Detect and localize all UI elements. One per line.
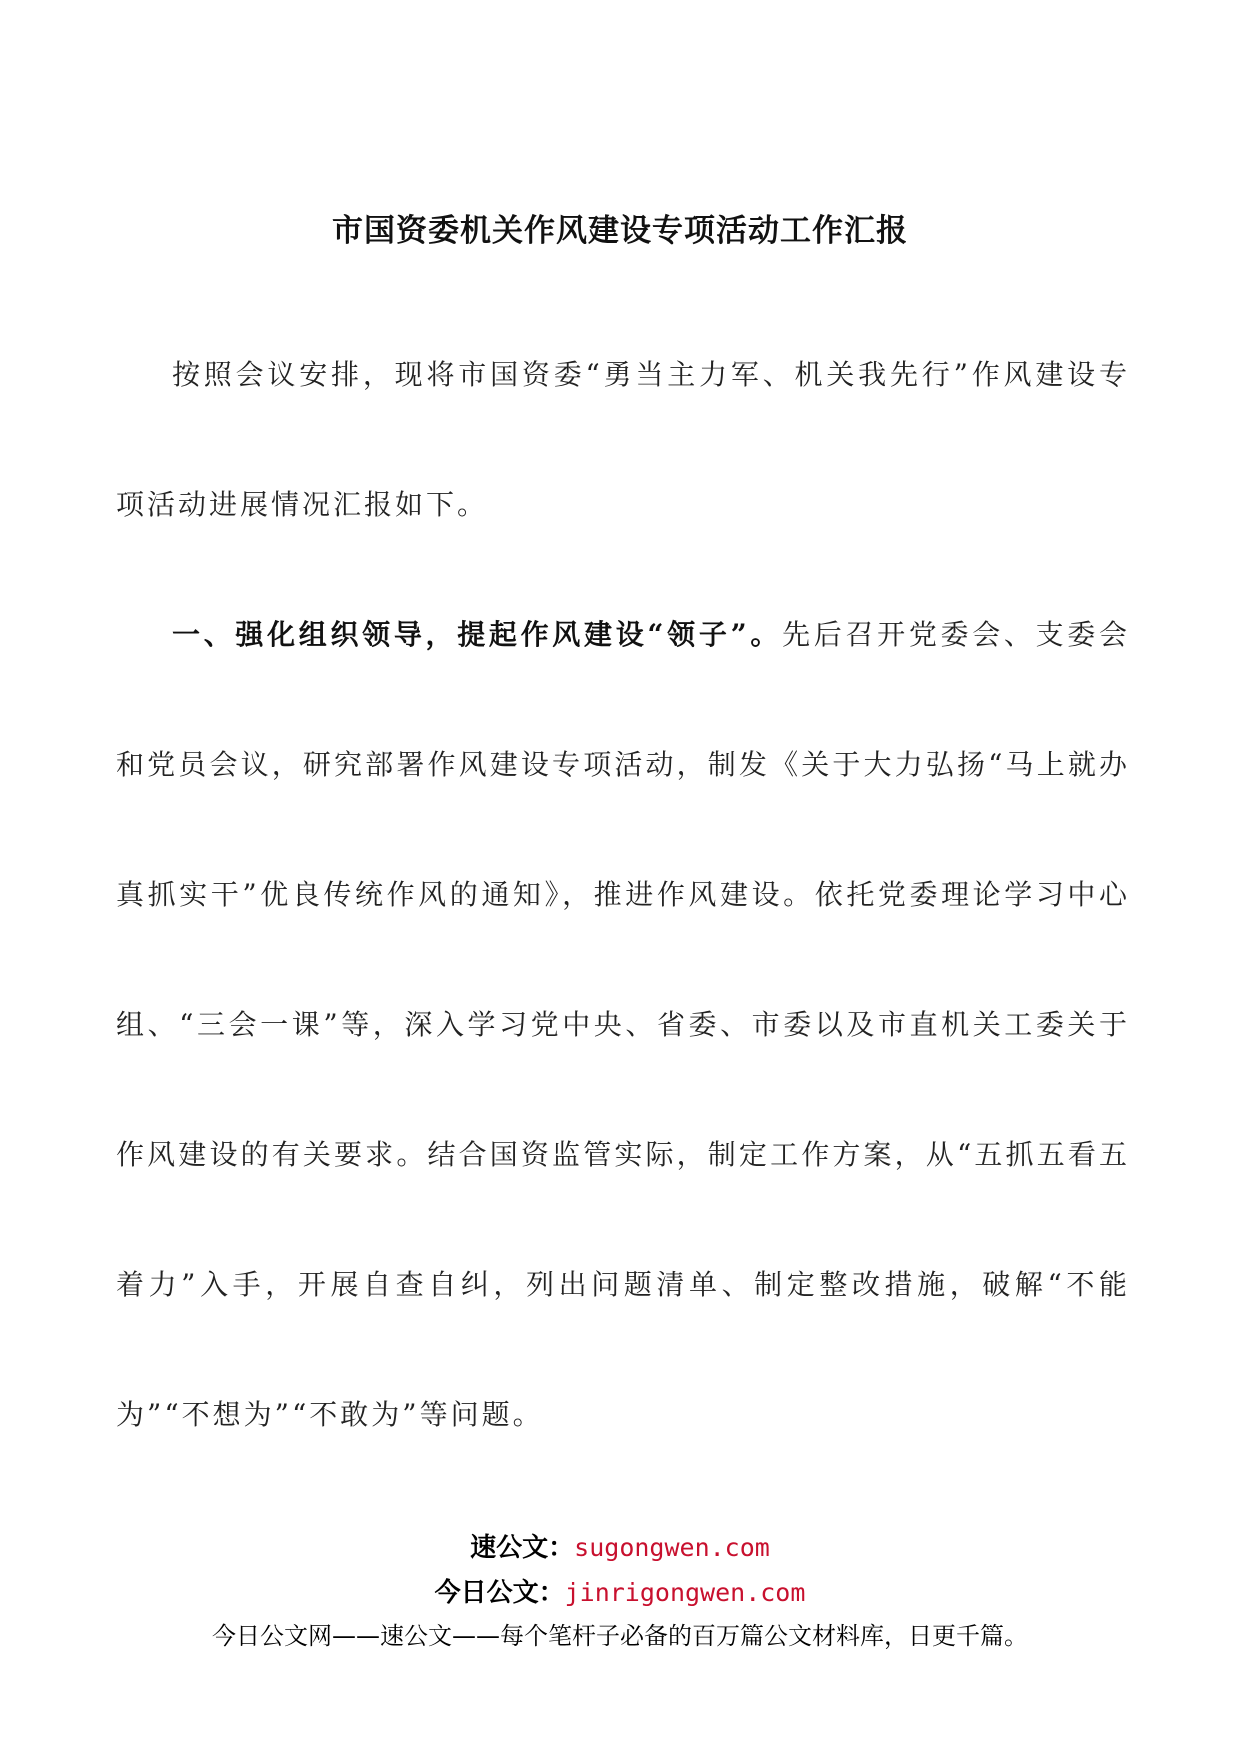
intro-text: 按照会议安排，现将市国资委“勇当主力军、机关我先行”作风建设专项活动进展情况汇报如下。 <box>116 358 1130 521</box>
section-1-text: 先后召开党委会、支委会和党员会议，研究部署作风建设专项活动，制发《关于大力弘扬“马上就办真抓实干”优良传统作风的通知》，推进作风建设。依托党委理论学习中心组、“三会一课”等，深入学习党中央、省委、市委以及市直机关工委关于作风建设的有关要求。结合国资监管实际，制定工作方案，从“五抓五看五着力”入手，开展自查自纠，列出问题清单、制定整改措施，破解“不能为”“不想为”“不敢为”等问题。 <box>116 618 1130 1431</box>
footer-jinrigongwen-link[interactable]: jinrigongwen.com <box>564 1578 806 1607</box>
footer-tagline: 今日公文网——速公文——每个笔杆子必备的百万篇公文材料库，日更千篇。 <box>212 1622 1028 1650</box>
document-title: 市国资委机关作风建设专项活动工作汇报 <box>332 213 908 249</box>
intro-paragraph <box>116 310 1130 570</box>
document-body <box>116 310 1130 1480</box>
section-1-heading: 一、强化组织领导，提起作风建设“领子”。 <box>172 618 783 651</box>
section-1-paragraph <box>116 570 1130 1480</box>
footer-jinrigongwen-label: 今日公文： <box>434 1578 565 1608</box>
footer-sugongwen-line <box>0 1527 1240 1564</box>
footer-jinrigongwen-line <box>0 1572 1240 1609</box>
footer-sugongwen-label: 速公文： <box>470 1533 575 1563</box>
footer-sugongwen-link[interactable]: sugongwen.com <box>574 1533 770 1562</box>
